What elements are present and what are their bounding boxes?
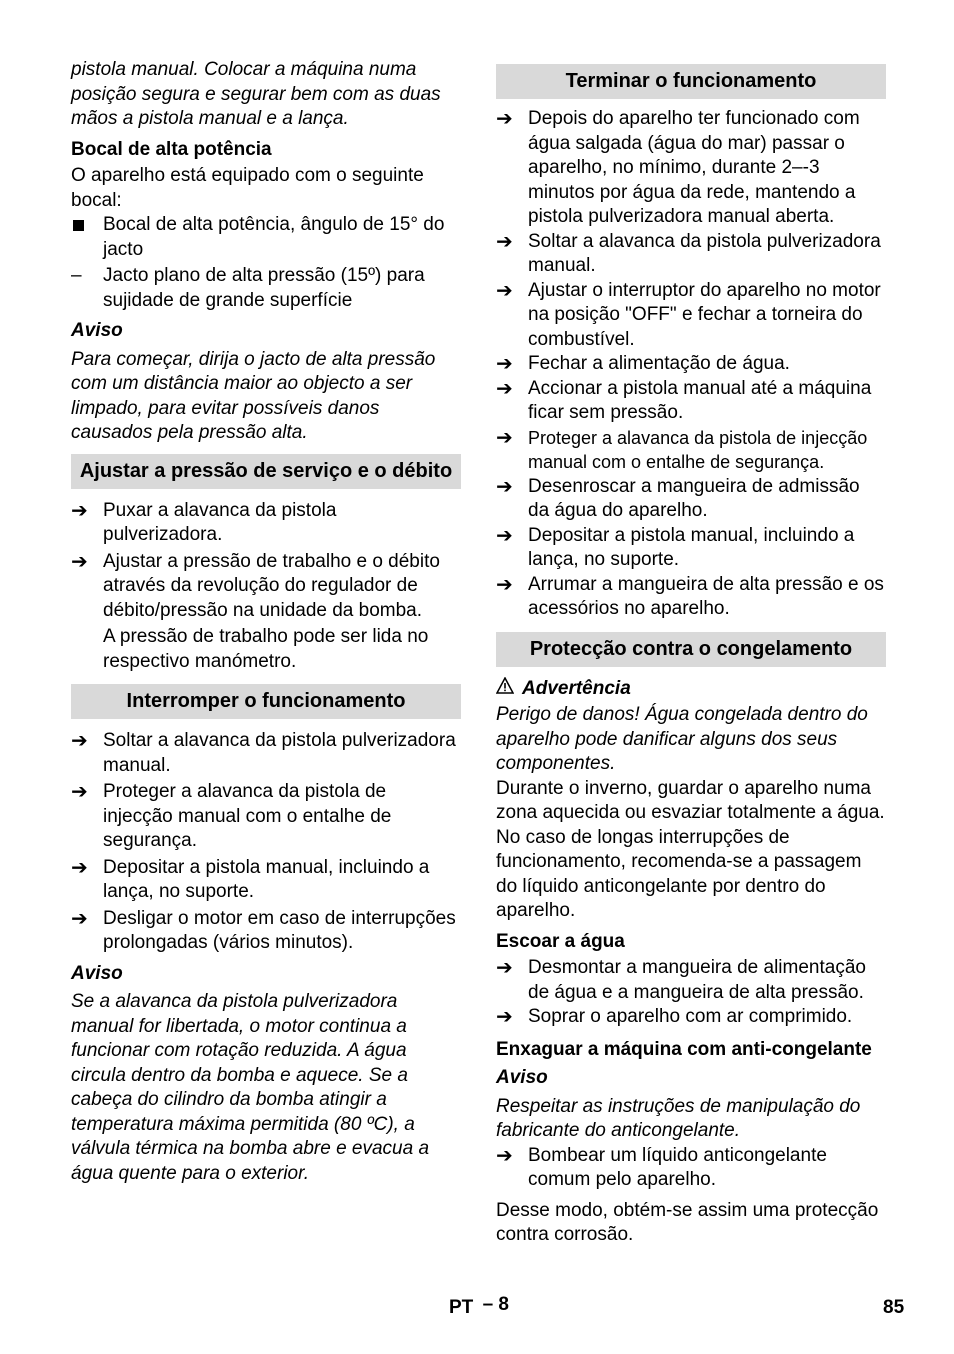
step-item bbox=[496, 1005, 886, 1030]
warning-triangle-icon bbox=[496, 677, 514, 702]
footer-lang-code: PT bbox=[449, 1297, 474, 1318]
step-text: Soprar o aparelho com ar comprimido. bbox=[528, 1006, 853, 1027]
step-text: Desligar o motor em caso de interrupções prolongadas (vários minutos). bbox=[103, 907, 456, 953]
arrow-right-icon: ➔ bbox=[71, 781, 88, 803]
arrow-right-icon: ➔ bbox=[496, 230, 513, 253]
arrow-right-icon: ➔ bbox=[496, 426, 513, 449]
warning-text: Perigo de danos! Água congelada dentro do aparelho pode danificar alguns dos seus componentes. bbox=[496, 704, 868, 774]
section-heading-terminate: Terminar o funcionamento bbox=[496, 64, 886, 99]
arrow-right-icon: ➔ bbox=[496, 524, 513, 547]
step-item bbox=[71, 856, 461, 905]
warning-heading bbox=[496, 677, 886, 702]
step-text: Depositar a pistola manual, incluindo a lança, no suporte. bbox=[528, 524, 855, 570]
section-heading-pressure: Ajustar a pressão de serviço e o débito bbox=[71, 454, 461, 489]
arrow-right-icon: ➔ bbox=[496, 1006, 513, 1028]
nozzle-subitem-text: Jacto plano de alta pressão (15º) para sujidade de grande superfície bbox=[103, 265, 425, 311]
step-text: Depositar a pistola manual, incluindo a lança, no suporte. bbox=[103, 856, 430, 902]
step-item bbox=[496, 279, 886, 353]
step-text: Arrumar a mangueira de alta pressão e os acessórios no aparelho. bbox=[528, 573, 884, 619]
aviso-label: Aviso bbox=[496, 1067, 548, 1088]
step-item bbox=[496, 352, 886, 377]
step-item bbox=[496, 426, 886, 475]
nozzle-sublist-item bbox=[71, 264, 461, 313]
left-column bbox=[71, 58, 461, 1186]
nozzle-heading: Bocal de alta potência bbox=[71, 138, 272, 160]
step-text: Depois do aparelho ter funcionado com água salgada (água do mar) passar o aparelho, no mínimo, durante 2–-3 minutos por água da rede, mantendo a pistola pulverizadora manual aberta. bbox=[528, 108, 860, 227]
step-text: Desenroscar a mangueira de admissão da água do aparelho. bbox=[528, 475, 860, 521]
step-item bbox=[71, 499, 461, 548]
arrow-right-icon: ➔ bbox=[496, 353, 513, 375]
step-item bbox=[496, 956, 886, 1005]
arrow-right-icon: ➔ bbox=[71, 730, 88, 752]
step-item bbox=[496, 230, 886, 279]
step-text: Accionar a pistola manual até a máquina ficar sem pressão. bbox=[528, 377, 872, 423]
section-heading-interrupt: Interromper o funcionamento bbox=[71, 684, 461, 719]
aviso-label: Aviso bbox=[71, 320, 123, 341]
pressure-note: A pressão de trabalho pode ser lida no respectivo manómetro. bbox=[103, 626, 429, 672]
aviso-text: Respeitar as instruções de manipulação do fabricante do anticongelante. bbox=[496, 1095, 861, 1141]
footer-local-page: – 8 bbox=[482, 1294, 509, 1315]
arrow-right-icon: ➔ bbox=[496, 1144, 513, 1167]
step-item bbox=[496, 1144, 886, 1193]
step-text: Proteger a alavanca da pistola de injecção manual com o entalhe de segurança. bbox=[528, 427, 868, 472]
step-item bbox=[496, 573, 886, 622]
aviso-text: Para começar, dirija o jacto de alta pressão com um distância maior ao objecto a ser limpado, para evitar possíveis danos causados pela pressão alta. bbox=[71, 348, 436, 443]
step-item bbox=[71, 550, 461, 624]
arrow-right-icon: ➔ bbox=[496, 573, 513, 596]
page-number: 85 bbox=[883, 1297, 905, 1318]
nozzle-text: O aparelho está equipado com o seguinte bocal: bbox=[71, 165, 424, 211]
step-text: Bombear um líquido anticongelante comum pelo aparelho. bbox=[528, 1144, 827, 1190]
aviso-label: Aviso bbox=[71, 962, 123, 984]
step-text: Ajustar a pressão de trabalho e o débito através da revolução do regulador de débito/pressão na unidade da bomba. bbox=[103, 550, 440, 621]
drain-heading: Escoar a água bbox=[496, 930, 625, 952]
right-column bbox=[496, 64, 886, 1248]
aviso-text: Se a alavanca da pistola pulverizadora manual for libertada, o motor continua a funcionar com rotação reduzida. A água circula dentro da bomba e aquece. Se a cabeça do cilindro da bomba atingir a temperatura máxima permitida (80 ºC), a válvula térmica na bomba abre e evacua a água quente para o exterior. bbox=[71, 991, 430, 1184]
arrow-right-icon: ➔ bbox=[71, 550, 88, 573]
arrow-right-icon: ➔ bbox=[71, 856, 88, 879]
step-text: Soltar a alavanca da pistola pulverizadora manual. bbox=[103, 730, 456, 776]
arrow-right-icon: ➔ bbox=[496, 108, 513, 130]
footer-lang bbox=[449, 1296, 509, 1321]
warning-label: Advertência bbox=[522, 677, 631, 699]
nozzle-list-item bbox=[71, 213, 461, 262]
section-heading-frost: Protecção contra o congelamento bbox=[496, 632, 886, 667]
step-item bbox=[71, 729, 461, 778]
rinse-heading: Enxaguar a máquina com anti-congelante bbox=[496, 1038, 872, 1060]
step-item bbox=[496, 107, 886, 230]
intro-text: pistola manual. Colocar a máquina numa posição segura e segurar bem com as duas mãos a pistola manual e a lança. bbox=[71, 59, 441, 129]
step-text: Ajustar o interruptor do aparelho no motor na posição "OFF" e fechar a torneira do combustível. bbox=[528, 279, 881, 350]
arrow-right-icon: ➔ bbox=[71, 907, 88, 930]
step-item bbox=[496, 377, 886, 426]
square-bullet-icon bbox=[71, 213, 99, 239]
step-item bbox=[496, 475, 886, 524]
step-item bbox=[496, 524, 886, 573]
arrow-right-icon: ➔ bbox=[496, 475, 513, 498]
arrow-right-icon: ➔ bbox=[496, 279, 513, 302]
rinse-result: Desse modo, obtém-se assim uma protecção contra corrosão. bbox=[496, 1199, 879, 1245]
step-text: Proteger a alavanca da pistola de injecção manual com o entalhe de segurança. bbox=[103, 781, 392, 851]
dash-marker: – bbox=[71, 265, 82, 286]
arrow-right-icon: ➔ bbox=[496, 957, 513, 979]
step-text: Soltar a alavanca da pistola pulverizadora manual. bbox=[528, 230, 881, 276]
step-text: Puxar a alavanca da pistola pulverizadora. bbox=[103, 499, 337, 545]
step-text: Desmontar a mangueira de alimentação de água e a mangueira de alta pressão. bbox=[528, 957, 866, 1003]
arrow-right-icon: ➔ bbox=[71, 499, 88, 522]
nozzle-item-text: Bocal de alta potência, ângulo de 15° do jacto bbox=[103, 214, 445, 260]
arrow-right-icon: ➔ bbox=[496, 377, 513, 400]
winter-text: Durante o inverno, guardar o aparelho numa zona aquecida ou esvaziar totalmente a água. No caso de longas interrupções de funcionamento, recomenda-se a passagem do líquido anticongelante por dentro do aparelho. bbox=[496, 777, 885, 921]
step-text: Fechar a alimentação de água. bbox=[528, 353, 790, 374]
step-item bbox=[71, 907, 461, 956]
step-item bbox=[71, 780, 461, 854]
